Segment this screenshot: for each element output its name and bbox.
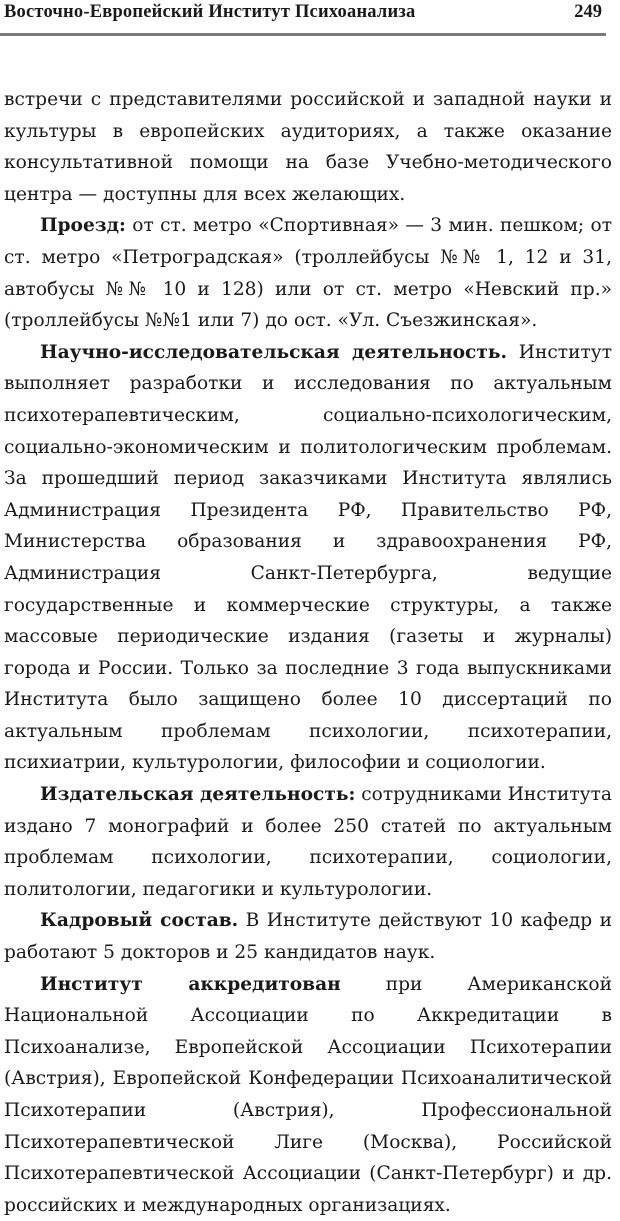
paragraph-lead: Проезд: xyxy=(40,215,126,237)
body-text xyxy=(4,84,612,1221)
paragraph-text: сотрудниками Института издано 7 монографий и более 250 статей по актуальным проблемам психологии, психотерапии, социологии, политологии, педагогики и культурологии. xyxy=(4,784,612,900)
page-number: 249 xyxy=(574,2,602,22)
paragraph-text: В Институте действуют 10 кафедр и работают 5 докторов и 25 кандидатов наук. xyxy=(4,910,612,964)
paragraph-text: Институт выполняет разработки и исследования по актуальным психотерапевтическим, социально-психологическим, социально-экономическим и политологическим проблемам. За прошедший период заказчиками Института являлись Администрация Президента РФ, Правительство РФ, Министерства образования и здравоохранения РФ, Администрация Санкт-Петербурга, ведущие государственные и коммерческие структуры, а также массовые периодические издания (газеты и журналы) города и России. Только за последние 3 года выпускниками Института было защищено более 10 диссертаций по актуальным проблемам психологии, психотерапии, психиатрии, культурологии, философии и социологии. xyxy=(4,341,612,774)
paragraph-accreditation xyxy=(4,969,612,1221)
running-title: Восточно-Европейский Институт Психоанализа xyxy=(4,2,416,22)
paragraph-research xyxy=(4,337,612,779)
running-header xyxy=(0,0,620,36)
header-rule xyxy=(0,33,606,36)
paragraph-text: при Американской Национальной Ассоциации по Аккредитации в Психоанализе, Европейской Ассоциации Психотерапии (Австрия), Европейской Конфедерации Психоаналитической Психотерапии (Австрия), Профессиональной Психотерапевтической Лиге (Москва), Российской Психотерапевтической Ассоциации (Санкт-Петербург) и др. российских и международных организациях. xyxy=(4,973,613,1216)
paragraph-continuation xyxy=(4,84,612,210)
paragraph-lead: Институт аккредитован xyxy=(40,973,341,995)
paragraph-staff xyxy=(4,905,612,968)
paragraph-text: от ст. метро «Спортивная» — 3 мин. пешком; от ст. метро «Петроградская» (троллейбусы №№ 1, 12 и 31, автобусы №№ 10 и 128) или от ст. метро «Невский пр.» (троллейбусы №№1 или 7) до ост. «Ул. Съезжинская». xyxy=(4,215,612,332)
paragraph-publishing xyxy=(4,779,612,905)
paragraph-directions xyxy=(4,210,612,336)
paragraph-lead: Научно-исследовательская деятельность. xyxy=(40,341,507,363)
paragraph-text: встречи с представителями российской и западной науки и культуры в европейских аудиториях, а также оказание консультативной помощи на базе Учебно-методического центра — доступны для всех желающих. xyxy=(4,89,612,205)
paragraph-lead: Кадровый состав. xyxy=(40,910,239,932)
paragraph-lead: Издательская деятельность: xyxy=(40,784,356,806)
